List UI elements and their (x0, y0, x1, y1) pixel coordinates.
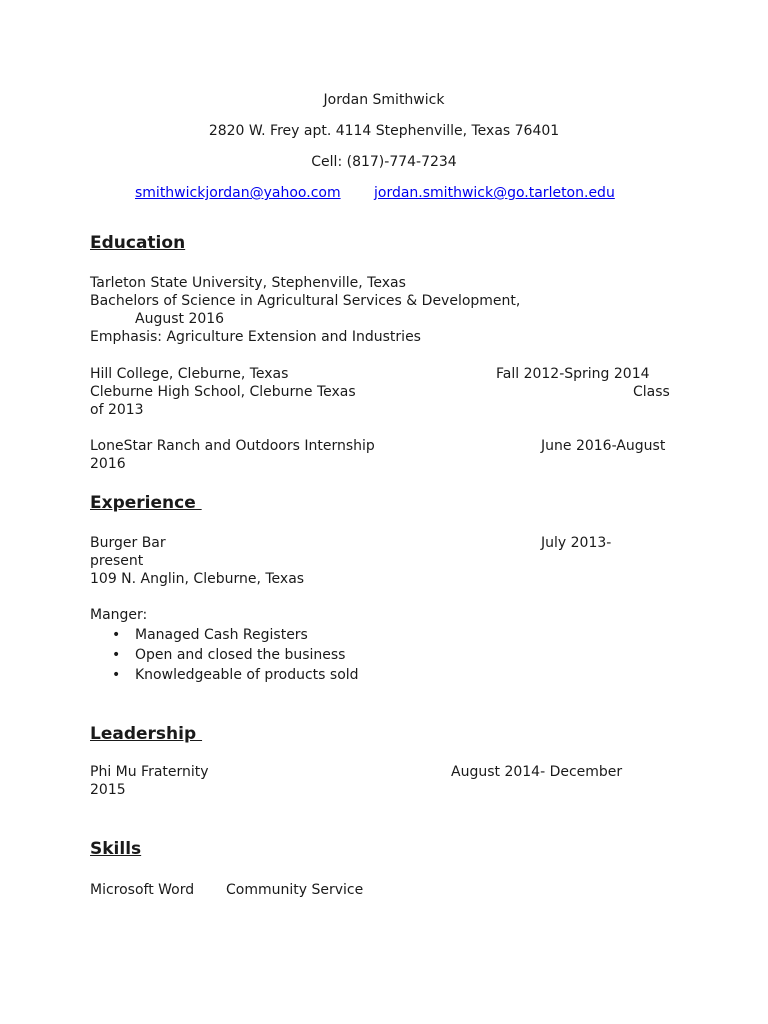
hill-college-dates: Fall 2012-Spring 2014 (496, 366, 650, 382)
school-cleburne-high: Cleburne High School, Cleburne Texas (90, 384, 356, 400)
duty-text: Knowledgeable of products sold (135, 667, 359, 683)
employment-dates-continued: present (90, 553, 144, 569)
employment-dates: July 2013- (541, 535, 612, 551)
employer-address: 109 N. Anglin, Cleburne, Texas (90, 571, 305, 587)
school-hill-college: Hill College, Cleburne, Texas (90, 366, 289, 382)
internship-dates-continued: 2016 (90, 456, 126, 472)
job-role: Manger: (90, 607, 148, 623)
education-heading: Education (90, 233, 186, 253)
applicant-name: Jordan Smithwick (323, 92, 445, 108)
job-duties-list (90, 625, 359, 685)
internship-dates: June 2016-August (541, 438, 666, 454)
skill-item: Microsoft Word (90, 882, 195, 898)
organization-dates: August 2014- December (451, 764, 623, 780)
employer-name: Burger Bar (90, 535, 166, 551)
mailing-address: 2820 W. Frey apt. 4114 Stephenville, Texas 76401 (208, 123, 560, 139)
skill-item: Community Service (226, 882, 364, 898)
list-item (90, 645, 359, 665)
school-tarleton: Tarleton State University, Stephenville, Texas (90, 275, 406, 291)
bullet-icon: • (112, 667, 121, 683)
organization-dates-continued: 2015 (90, 782, 126, 798)
duty-text: Managed Cash Registers (135, 627, 308, 643)
bullet-icon: • (112, 627, 121, 643)
degree-date: August 2016 (135, 311, 225, 327)
degree-emphasis: Emphasis: Agriculture Extension and Industries (90, 329, 421, 345)
list-item (90, 625, 359, 645)
cleburne-high-year: of 2013 (90, 402, 144, 418)
skills-heading: Skills (90, 839, 142, 859)
leadership-heading: Leadership (90, 724, 203, 744)
email-link-yahoo[interactable]: smithwickjordan@yahoo.com (135, 185, 341, 201)
organization-name: Phi Mu Fraternity (90, 764, 209, 780)
email-link-tarleton[interactable]: jordan.smithwick@go.tarleton.edu (374, 185, 615, 201)
list-item (90, 665, 359, 685)
internship-title: LoneStar Ranch and Outdoors Internship (90, 438, 375, 454)
cell-phone: Cell: (817)-774-7234 (311, 154, 457, 170)
cleburne-high-class-label: Class (633, 384, 670, 400)
duty-text: Open and closed the business (135, 647, 346, 663)
experience-heading: Experience (90, 493, 202, 513)
bullet-icon: • (112, 647, 121, 663)
degree-title: Bachelors of Science in Agricultural Services & Development, (90, 293, 521, 309)
